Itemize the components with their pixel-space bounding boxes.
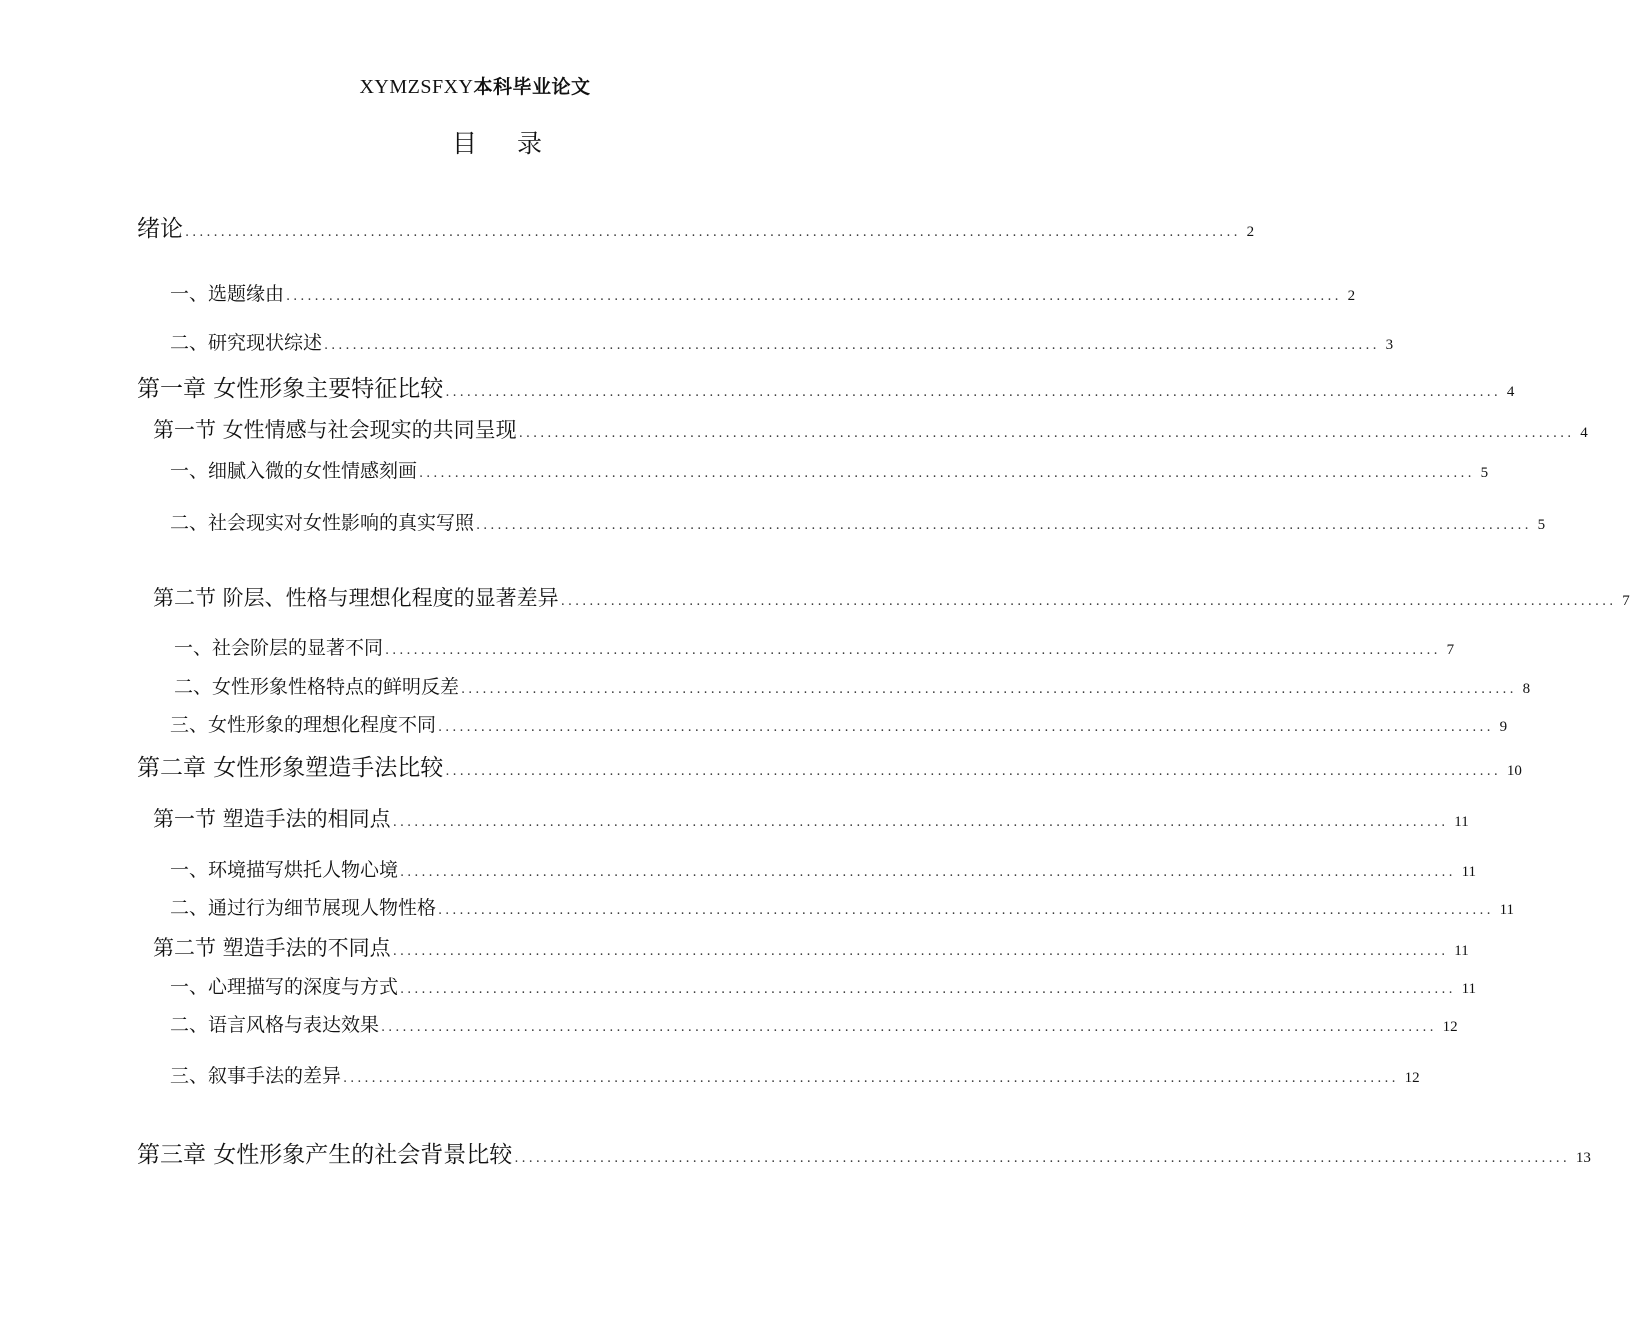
toc-leader: .................................................................................................................................................... [476,518,1532,533]
toc-entry-label: 二、语言风格与表达效果 [170,1014,380,1036]
toc-entry[interactable] [174,672,1531,699]
toc-entry[interactable] [174,633,1455,660]
header-title: 本科毕业论文 [473,76,591,98]
toc-entry-label: 二、通过行为细节展现人物性格 [170,897,437,919]
toc-entry[interactable] [137,210,1255,243]
toc-entry[interactable] [170,1061,1420,1088]
toc-entry-label: 一、社会阶层的显著不同 [174,637,384,659]
toc-leader: .................................................................................................................................................... [392,944,1449,959]
toc-leader: .................................................................................................................................................... [438,720,1494,735]
toc-leader: .................................................................................................................................................... [445,385,1501,400]
toc-leader: .................................................................................................................................................... [185,225,1241,240]
toc-leader: .................................................................................................................................................... [514,1151,1570,1166]
toc-entry-label: 第二章 女性形象塑造手法比较 [137,755,444,781]
toc-leader: .................................................................................................................................................... [560,594,1617,609]
toc-entry-page: 4 [1580,425,1588,441]
toc-leader: .................................................................................................................................................... [438,903,1494,918]
toc-entry-page: 3 [1385,337,1394,353]
toc-entry[interactable] [170,456,1489,483]
toc-leader: .................................................................................................................................................... [461,682,1517,697]
toc-leader: .................................................................................................................................................... [445,764,1501,779]
toc-entry-page: 11 [1454,814,1469,830]
toc-leader: .................................................................................................................................................... [419,466,1475,481]
toc-entry-page: 9 [1499,719,1508,735]
toc-entry-page: 4 [1506,384,1515,400]
toc-leader: .................................................................................................................................................... [400,982,1456,997]
toc-entry-label: 二、社会现实对女性影响的真实写照 [170,512,475,534]
toc-entry-label: 第一节 女性情感与社会现实的共同呈现 [153,418,517,442]
toc-entry-label: 一、环境描写烘托人物心境 [170,859,399,881]
toc-leader: .................................................................................................................................................... [343,1071,1399,1086]
toc-leader: .................................................................................................................................................... [400,865,1456,880]
toc-leader: .................................................................................................................................................... [385,643,1441,658]
toc-entry[interactable] [153,582,1630,612]
toc-entry-label: 三、叙事手法的差异 [170,1065,342,1087]
toc-leader: .................................................................................................................................................... [392,815,1449,830]
toc-entry-page: 11 [1499,902,1515,918]
toc-entry-page: 11 [1461,864,1477,880]
toc-entry[interactable] [137,370,1515,403]
toc-entry[interactable] [170,710,1508,737]
toc-entry-label: 第二节 阶层、性格与理想化程度的显著差异 [153,586,559,610]
toc-entry-page: 12 [1404,1070,1420,1086]
toc-entry-label: 绪论 [137,216,183,242]
page-header [0,72,950,99]
toc-leader: .................................................................................................................................................... [381,1020,1437,1035]
toc-entry[interactable] [170,893,1515,920]
toc-entry[interactable] [137,1136,1591,1169]
toc-entry[interactable] [170,328,1394,355]
toc-entry[interactable] [170,855,1477,882]
toc-entry[interactable] [170,972,1477,999]
toc-entry-label: 三、女性形象的理想化程度不同 [170,714,437,736]
toc-leader: .................................................................................................................................................... [286,289,1342,304]
toc-entry-page: 11 [1461,981,1477,997]
toc-entry[interactable] [170,508,1546,535]
toc-entry-label: 第三章 女性形象产生的社会背景比较 [137,1142,513,1168]
toc-entry-page: 7 [1446,642,1455,658]
toc-entry-label: 二、女性形象性格特点的鲜明反差 [174,676,460,698]
toc-leader: .................................................................................................................................................... [324,338,1380,353]
toc-entry-label: 第一节 塑造手法的相同点 [153,807,391,831]
toc-entry[interactable] [153,414,1588,444]
toc-entry-page: 13 [1575,1150,1591,1166]
toc-entry-page: 2 [1246,224,1255,240]
toc-entry[interactable] [170,1010,1458,1037]
toc-entry[interactable] [153,803,1469,833]
toc-entry-page: 2 [1347,288,1356,304]
toc-leader: .................................................................................................................................................... [518,426,1575,441]
toc-entry-page: 10 [1506,763,1522,779]
toc-entry-page: 12 [1442,1019,1458,1035]
toc-entry-label: 一、心理描写的深度与方式 [170,976,399,998]
toc-entry[interactable] [153,932,1469,962]
toc-entry-page: 5 [1537,517,1546,533]
header-code: XYMZSFXY [359,76,474,98]
toc-entry-label: 一、选题缘由 [170,283,285,305]
toc-entry-label: 第一章 女性形象主要特征比较 [137,376,444,402]
toc-entry-page: 11 [1454,943,1469,959]
toc-entry-page: 7 [1622,593,1630,609]
toc-title: 目 录 [452,129,558,158]
toc-entry-label: 一、细腻入微的女性情感刻画 [170,460,418,482]
toc-entry-page: 8 [1522,681,1531,697]
toc-entry-label: 第二节 塑造手法的不同点 [153,936,391,960]
toc-entry-page: 5 [1480,465,1489,481]
toc-entry[interactable] [137,749,1522,782]
toc-entry-label: 二、研究现状综述 [170,332,323,354]
toc-entry[interactable] [170,279,1356,306]
